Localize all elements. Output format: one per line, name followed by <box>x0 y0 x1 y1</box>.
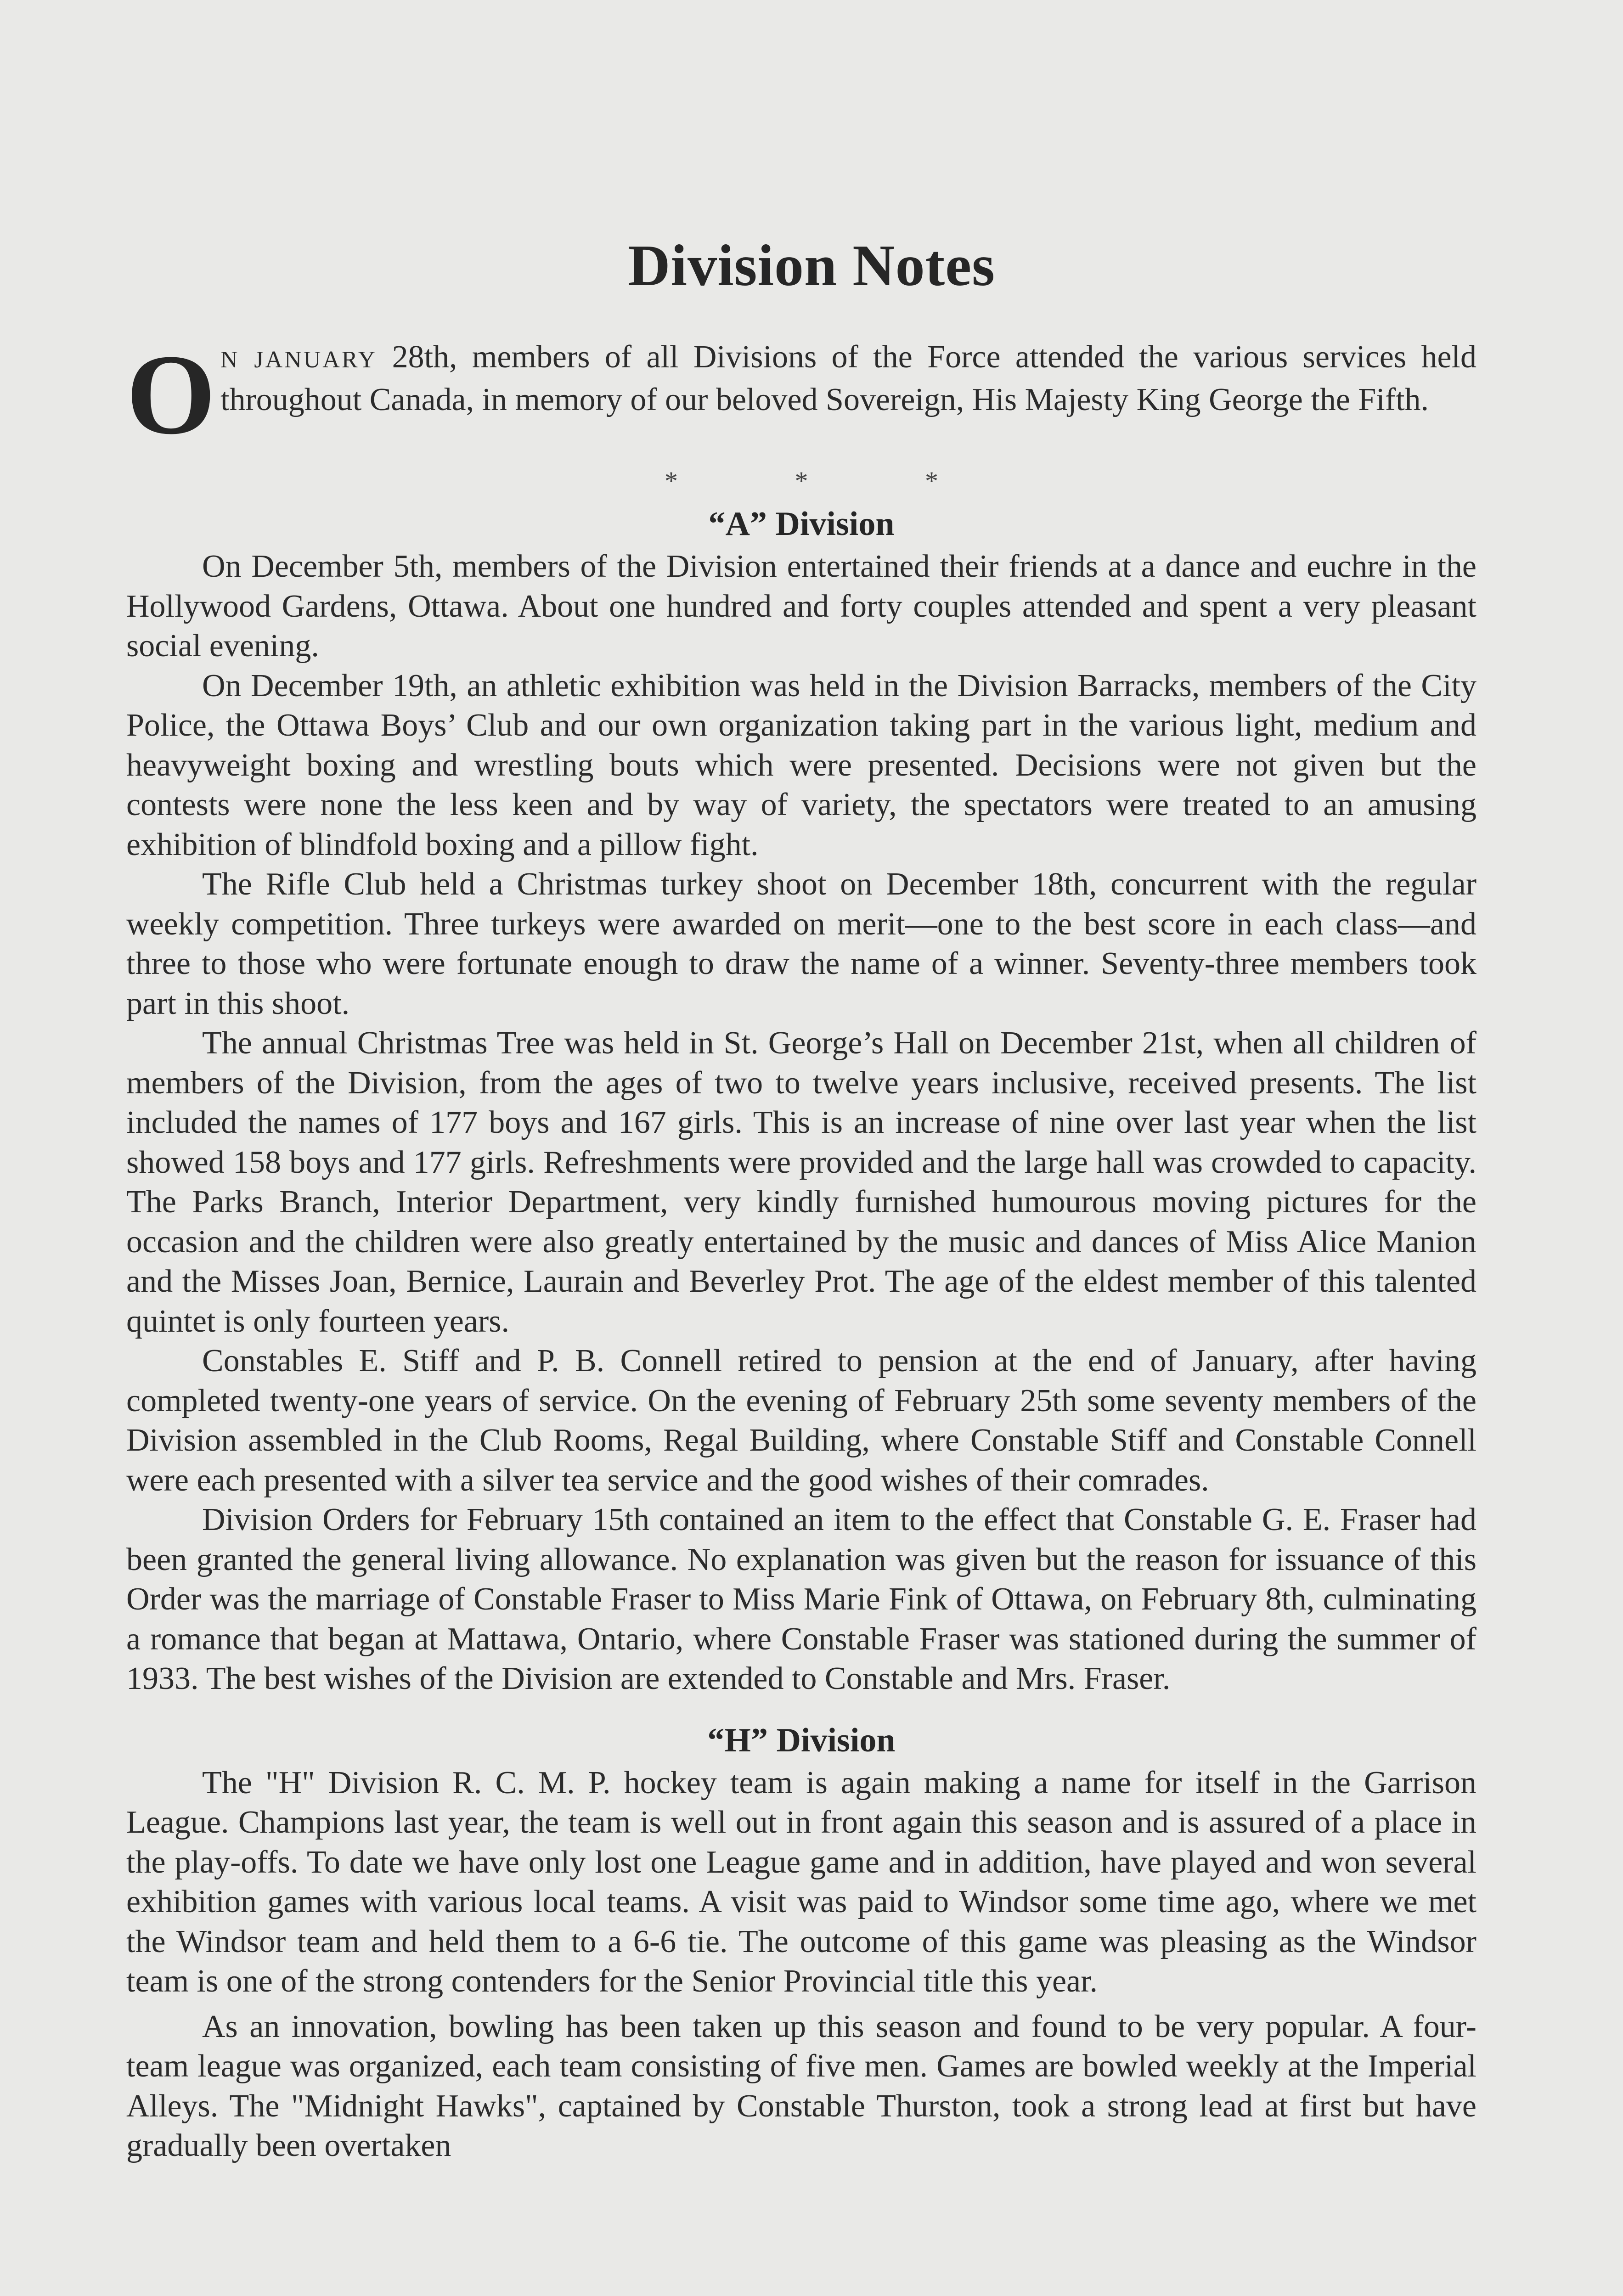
a-division-paragraph-1: On December 5th, members of the Division entertained their friends at a dance and euchre in the Hollywood Gardens, Ottawa. About one hundred and forty couples attended and spent a very pleasant social evening. <box>126 549 1476 664</box>
section-separator: * * * <box>665 466 938 496</box>
intro-paragraph <box>126 331 1476 458</box>
intro-lead-smallcaps: N JANUARY <box>220 347 378 373</box>
intro-text: 28th, members of all Divisions of the Force attended the various services held throughout Canada, in memory of our beloved Sovereign, His Majesty King George the Fifth. <box>220 339 1476 417</box>
page-title: Division Notes <box>628 233 995 298</box>
a-division-paragraph-2: On December 19th, an athletic exhibition was held in the Division Barracks, members of the City Police, the Ottawa Boys’ Club and our own organization taking part in the various light, medium and heavyweight boxing and wrestling bouts which were presented. Decisions were not given but the contests were none the less keen and by way of variety, the spectators were treated to an amusing exhibition of blindfold boxing and a pillow fight. <box>126 668 1476 862</box>
text-column <box>126 331 1476 2166</box>
h-division-paragraph-2: As an innovation, bowling has been taken up this season and found to be very popular. A four-team league was organized, each team consisting of five men. Games are bowled weekly at the Imperial Alleys. The "Midnight Hawks", captained by Constable Thurston, took a strong lead at first but have gradually been overtaken <box>126 2009 1476 2163</box>
h-division-heading: “H” Division <box>707 1721 896 1759</box>
a-division-heading: “A” Division <box>708 505 895 543</box>
a-division-paragraph-3: The Rifle Club held a Christmas turkey shoot on December 18th, concurrent with the regular weekly competition. Three turkeys were awarded on merit—one to the best score in each class—and three to those who were fortunate enough to draw the name of a winner. Seventy-three members took part in this shoot. <box>126 867 1476 1021</box>
a-division-paragraph-5: Constables E. Stiff and P. B. Connell retired to pension at the end of January, after having completed twenty-one years of service. On the evening of February 25th some seventy members of the Division assembled in the Club Rooms, Regal Building, where Constable Stiff and Constable Connell were each presented with a silver tea service and the good wishes of their comrades. <box>126 1343 1476 1498</box>
drop-cap: O <box>126 331 216 458</box>
a-division-paragraph-4: The annual Christmas Tree was held in St. George’s Hall on December 21st, when all children of members of the Division, from the ages of two to twelve years inclusive, received presents. The list included the names of 177 boys and 167 girls. This is an increase of nine over last year when the list showed 158 boys and 177 girls. Refreshments were provided and the large hall was crowded to capacity. The Parks Branch, Interior Department, very kindly furnished humourous moving pictures for the occasion and the children were also greatly entertained by the music and dances of Miss Alice Manion and the Misses Joan, Bernice, Laurain and Beverley Prot. The age of the eldest member of this talented quintet is only fourteen years. <box>126 1025 1476 1339</box>
a-division-paragraph-6: Division Orders for February 15th contained an item to the effect that Constable G. E. Fraser had been granted the general living allowance. No explanation was given but the reason for issuance of this Order was the marriage of Constable Fraser to Miss Marie Fink of Ottawa, on February 8th, culminating a romance that began at Mattawa, Ontario, where Constable Fraser was stationed during the summer of 1933. The best wishes of the Division are extended to Constable and Mrs. Fraser. <box>126 1502 1476 1696</box>
h-division-paragraph-1: The "H" Division R. C. M. P. hockey team is again making a name for itself in the Garrison League. Champions last year, the team is well out in front again this season and is assured of a place in the play-offs. To date we have only lost one League game and in addition, have played and won several exhibition games with various local teams. A visit was paid to Windsor some time ago, where we met the Windsor team and held them to a 6-6 tie. The outcome of this game was pleasing as the Windsor team is one of the strong contenders for the Senior Provincial title this year. <box>126 1765 1476 1999</box>
